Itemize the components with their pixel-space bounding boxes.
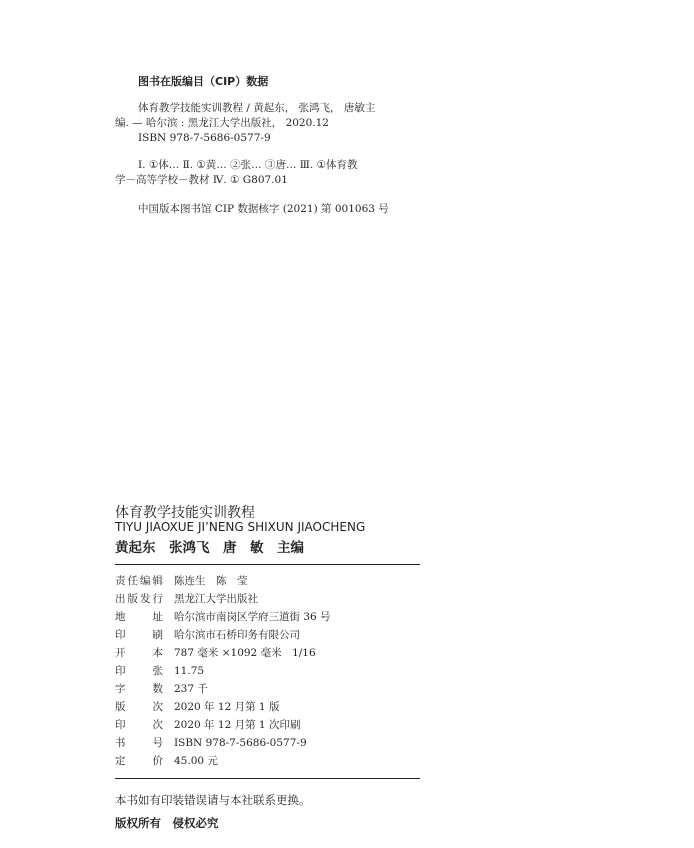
info-row-price: [115, 753, 218, 770]
replacement-notice: 本书如有印装错误请与本社联系更换。: [115, 793, 311, 807]
info-value: 2020 年 12 月第 1 版: [174, 701, 280, 713]
info-label: 版次: [115, 701, 163, 713]
divider-bottom: [115, 778, 420, 779]
info-row-printer: [115, 627, 300, 644]
info-row-editor: [115, 573, 248, 590]
info-label: 责任编辑: [115, 575, 163, 587]
info-value: 237 千: [174, 683, 208, 695]
info-value: 45.00 元: [174, 755, 218, 767]
info-label: 定价: [115, 755, 163, 767]
divider-top: [115, 564, 420, 565]
info-label: 字数: [115, 683, 163, 695]
info-value: 哈尔滨市石桥印务有限公司: [174, 629, 300, 641]
info-label: 开本: [115, 647, 163, 659]
catalog-line-2: 编. — 哈尔滨 : 黑龙江大学出版社， 2020.12: [115, 117, 329, 129]
info-label: 出版发行: [115, 593, 163, 605]
info-row-publisher: [115, 591, 258, 608]
info-value: 2020 年 12 月第 1 次印刷: [174, 719, 301, 731]
info-label: 印刷: [115, 629, 163, 641]
info-value: 哈尔滨市南岗区学府三道街 36 号: [174, 611, 331, 623]
cip-core-data-number: 中国版本图书馆 CIP 数据核字 (2021) 第 001063 号: [138, 203, 389, 215]
cip-heading: 图书在版编目（CIP）数据: [138, 75, 269, 88]
info-row-word-count: [115, 681, 208, 698]
info-row-edition: [115, 699, 280, 716]
book-title: 体育教学技能实训教程: [115, 505, 255, 521]
catalog-line-1: 体育教学技能实训教程 / 黄起东， 张鸿飞， 唐敏主: [138, 102, 376, 114]
info-label: 印次: [115, 719, 163, 731]
info-row-printing: [115, 717, 301, 734]
book-authors: 黄起东 张鸿飞 唐 敏 主编: [115, 540, 304, 556]
info-row-address: [115, 609, 331, 626]
info-value: 黑龙江大学出版社: [174, 593, 258, 605]
info-value: 陈连生 陈 莹: [174, 575, 248, 587]
info-row-format: [115, 645, 316, 662]
subject-line-1: Ⅰ. ①体… Ⅱ. ①黄… ②张… ③唐… Ⅲ. ①体育教: [138, 159, 358, 171]
book-pinyin-title: TIYU JIAOXUE JI’NENG SHIXUN JIAOCHENG: [115, 520, 366, 534]
info-value: ISBN 978-7-5686-0577-9: [174, 737, 307, 749]
info-label: 地址: [115, 611, 163, 623]
copyright-notice: 版权所有 侵权必究: [115, 816, 219, 830]
info-row-isbn: [115, 735, 307, 752]
info-row-sheets: [115, 663, 205, 680]
info-label: 书号: [115, 737, 163, 749]
info-label: 印张: [115, 665, 163, 677]
catalog-line-3-isbn: ISBN 978-7-5686-0577-9: [138, 132, 271, 144]
subject-line-2: 学－高等学校－教材 Ⅳ. ① G807.01: [115, 174, 288, 186]
info-value: 11.75: [174, 665, 205, 677]
info-value: 787 毫米 ×1092 毫米 1/16: [174, 647, 316, 659]
